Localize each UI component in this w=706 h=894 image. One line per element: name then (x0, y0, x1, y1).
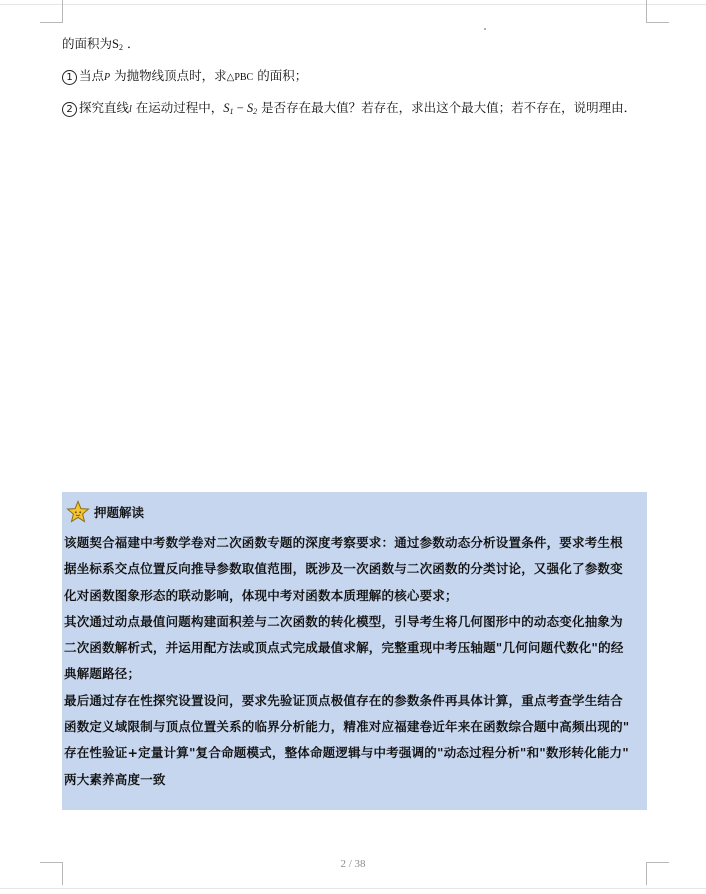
analysis-box (62, 492, 647, 810)
analysis-title: 押题解读 (94, 505, 145, 520)
var-l: l (129, 104, 132, 115)
analysis-line: 存在性验证+定量计算"复合命题模式，整体命题逻辑与中考强调的"动态过程分析"和"数形转化能力" (64, 745, 629, 761)
analysis-header (66, 500, 144, 524)
page-number: 2 / 38 (340, 858, 366, 870)
analysis-line: 其次通过动点最值问题构建面积差与二次函数的转化模型，引导考生将几何图形中的动态变化抽象为 (64, 613, 623, 629)
question-line-area-s2 (62, 36, 139, 56)
crop-mark-top-right (646, 0, 669, 23)
stray-dot (484, 28, 486, 30)
analysis-line: 两大素养高度一致 (64, 771, 166, 787)
analysis-line: 最后通过存在性探究设置设问，要求先验证顶点极值存在的参数条件再具体计算，重点考查学生结合 (64, 692, 623, 708)
question-part-1: 1 当点P 为抛物线顶点时，求△PBC 的面积； (62, 68, 307, 86)
var-p: P (104, 72, 111, 83)
analysis-line: 二次函数解析式，并运用配方法或顶点式完成最值求解，完整重现中考压轴题"几何问题代数化"的经 (64, 640, 624, 656)
page-top-edge (0, 4, 706, 5)
s2-symbol: $S_2$ (112, 37, 123, 52)
analysis-line: 该题契合福建中考数学卷对二次函数专题的深度考察要求：通过参数动态分析设置条件，要求考生根 (64, 535, 623, 550)
line1-text: 的面积为 (62, 36, 113, 51)
expr-s1-minus-s2: $S_1 - S_2$ (223, 101, 258, 116)
line1-end: ． (126, 36, 140, 51)
analysis-line: 函数定义域限制与顶点位置关系的临界分析能力，精准对应福建卷近年来在函数综合题中高频出现的" (64, 719, 630, 735)
triangle-pbc: △PBC (226, 72, 254, 83)
circled-number-1: 1 (62, 70, 77, 85)
circled-number-2: 2 (62, 102, 77, 117)
analysis-line: 据坐标系交点位置反向推导参数取值范围，既涉及一次函数与二次函数的分类讨论，又强化了参数变 (64, 561, 623, 577)
star-icon (66, 500, 90, 524)
analysis-line: 典解题路径； (64, 666, 141, 682)
analysis-body (64, 530, 647, 793)
question-part-2: 2 探究直线l 在运动过程中，$S_1 - S_2$ 是否存在最大值？若存在，求出这个最大值；若不存在，说明理由． (62, 100, 636, 120)
crop-mark-top-left (40, 0, 63, 23)
analysis-line: 化对函数图象形态的联动影响，体现中考对函数本质理解的核心要求； (64, 587, 458, 603)
page-bottom-edge (0, 888, 706, 889)
